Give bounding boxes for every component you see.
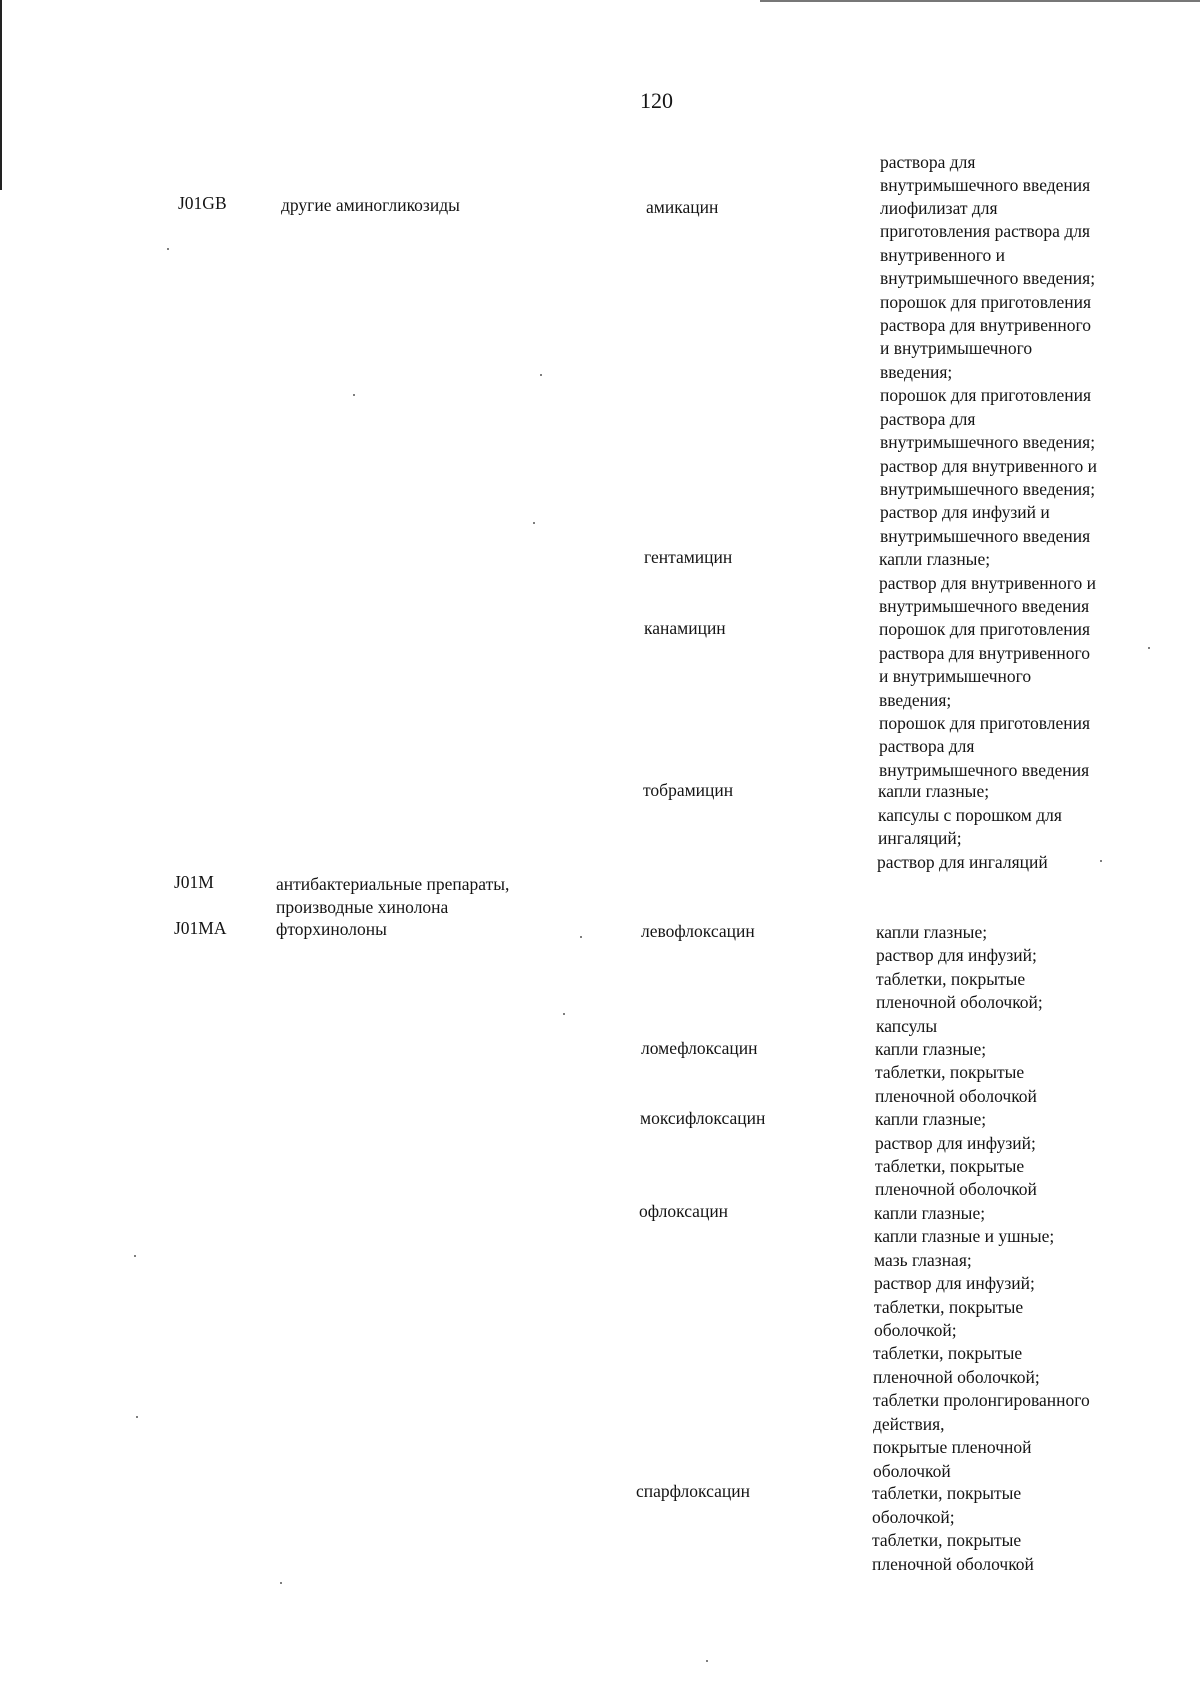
group-name-j01m-line2: производные хинолона <box>276 897 449 917</box>
dosage-form-line: порошок для приготовления <box>879 713 1090 733</box>
drug-name-amikacin: амикацин <box>646 197 719 217</box>
dosage-form-line: таблетки пролонгированного <box>873 1390 1090 1410</box>
dosage-form-line: внутривенного и <box>880 245 1005 265</box>
dosage-form-line: порошок для приготовления <box>879 619 1090 639</box>
dosage-form-line: капли глазные; <box>876 922 988 942</box>
dosage-form-line: введения; <box>880 362 953 382</box>
dosage-form-line: капли глазные; <box>879 549 991 569</box>
dosage-form-line: таблетки, покрытые <box>875 1156 1025 1176</box>
dosage-form-line: лиофилизат для <box>880 198 998 218</box>
dosage-form-line: действия, <box>873 1414 945 1434</box>
dosage-form-line: таблетки, покрытые <box>872 1483 1022 1503</box>
scan-speck <box>353 394 355 396</box>
drug-name-ofloxacin: офлоксацин <box>639 1201 729 1221</box>
dosage-form-line: приготовления раствора для <box>880 221 1090 241</box>
dosage-form-line: капсулы <box>876 1016 938 1036</box>
scan-speck <box>580 936 582 938</box>
scan-speck <box>706 1660 708 1662</box>
group-name-j01ma: фторхинолоны <box>276 919 387 939</box>
dosage-form-line: раствор для ингаляций <box>877 852 1048 872</box>
dosage-form-line: раствор для инфузий; <box>876 945 1037 965</box>
dosage-form-line: внутримышечного введения <box>879 596 1090 616</box>
dosage-form-line: ингаляций; <box>878 828 962 848</box>
scan-speck <box>167 248 169 250</box>
dosage-form-line: оболочкой; <box>872 1507 955 1527</box>
dosage-form-line: оболочкой; <box>874 1320 957 1340</box>
dosage-form-line: внутримышечного введения; <box>880 479 1096 499</box>
dosage-form-line: порошок для приготовления <box>880 385 1091 405</box>
scan-speck <box>1148 647 1150 649</box>
page-number: 120 <box>640 88 673 113</box>
dosage-form-line: пленочной оболочкой <box>875 1086 1037 1106</box>
scan-speck <box>136 1416 138 1418</box>
dosage-form-line: раствора для внутривенного <box>880 315 1092 335</box>
dosage-form-line: раствора для <box>880 152 976 172</box>
dosage-form-line: раствор для инфузий и <box>880 502 1050 522</box>
dosage-form-line: внутримышечного введения <box>880 526 1091 546</box>
dosage-form-line: капли глазные; <box>875 1109 987 1129</box>
dosage-form-line: раствора для <box>879 736 975 756</box>
dosage-form-line: пленочной оболочкой <box>872 1554 1034 1574</box>
scan-edge-line-top <box>760 0 1200 2</box>
scan-speck <box>533 522 535 524</box>
dosage-form-line: раствора для <box>880 409 976 429</box>
dosage-form-line: капли глазные; <box>875 1039 987 1059</box>
atc-code-j01m: J01M <box>174 872 214 892</box>
dosage-form-line: капли глазные и ушные; <box>874 1226 1055 1246</box>
dosage-form-line: внутримышечного введения <box>880 175 1091 195</box>
atc-code-j01gb: J01GB <box>178 193 227 213</box>
drug-name-levofloxacin: левофлоксацин <box>641 921 755 941</box>
dosage-form-line: раствор для инфузий; <box>874 1273 1035 1293</box>
drug-name-tobramycin: тобрамицин <box>643 780 734 800</box>
dosage-form-line: капли глазные; <box>874 1203 986 1223</box>
dosage-form-line: раствора для внутривенного <box>879 643 1091 663</box>
scan-speck <box>540 374 542 376</box>
drug-name-moxifloxacin: моксифлоксацин <box>640 1108 766 1128</box>
dosage-form-line: капсулы с порошком для <box>878 805 1062 825</box>
dosage-form-line: таблетки, покрытые <box>876 969 1026 989</box>
dosage-form-line: внутримышечного введения <box>879 760 1090 780</box>
dosage-form-line: внутримышечного введения; <box>880 432 1096 452</box>
scan-speck <box>134 1255 136 1257</box>
dosage-form-line: таблетки, покрытые <box>875 1062 1025 1082</box>
dosage-form-line: пленочной оболочкой; <box>873 1367 1040 1387</box>
dosage-form-line: пленочной оболочкой; <box>876 992 1043 1012</box>
drug-name-sparfloxacin: спарфлоксацин <box>636 1481 750 1501</box>
dosage-form-line: мазь глазная; <box>874 1250 972 1270</box>
dosage-form-line: пленочной оболочкой <box>875 1179 1037 1199</box>
atc-code-j01ma: J01MA <box>174 918 227 938</box>
group-name-j01m-line1: антибактериальные препараты, <box>276 874 510 894</box>
drug-name-kanamycin: канамицин <box>644 618 726 638</box>
dosage-form-line: введения; <box>879 690 952 710</box>
dosage-form-line: капли глазные; <box>878 781 990 801</box>
dosage-form-line: и внутримышечного <box>880 338 1033 358</box>
dosage-form-line: таблетки, покрытые <box>873 1343 1023 1363</box>
dosage-form-line: раствор для внутривенного и <box>880 456 1098 476</box>
dosage-form-line: внутримышечного введения; <box>880 268 1096 288</box>
drug-name-lomefloxacin: ломефлоксацин <box>641 1038 758 1058</box>
dosage-form-line: раствор для инфузий; <box>875 1133 1036 1153</box>
dosage-form-line: таблетки, покрытые <box>874 1297 1024 1317</box>
scan-speck <box>280 1582 282 1584</box>
group-name-j01gb: другие аминогликозиды <box>281 195 460 215</box>
dosage-form-line: покрытые пленочной <box>873 1437 1032 1457</box>
dosage-form-line: раствор для внутривенного и <box>879 573 1097 593</box>
scan-speck <box>563 1013 565 1015</box>
dosage-form-line: порошок для приготовления <box>880 292 1091 312</box>
scan-speck <box>1100 860 1102 862</box>
dosage-form-line: оболочкой <box>873 1461 951 1481</box>
scan-edge-line-left <box>0 0 2 190</box>
drug-name-gentamicin: гентамицин <box>644 547 733 567</box>
dosage-form-line: таблетки, покрытые <box>872 1530 1022 1550</box>
dosage-form-line: и внутримышечного <box>879 666 1032 686</box>
